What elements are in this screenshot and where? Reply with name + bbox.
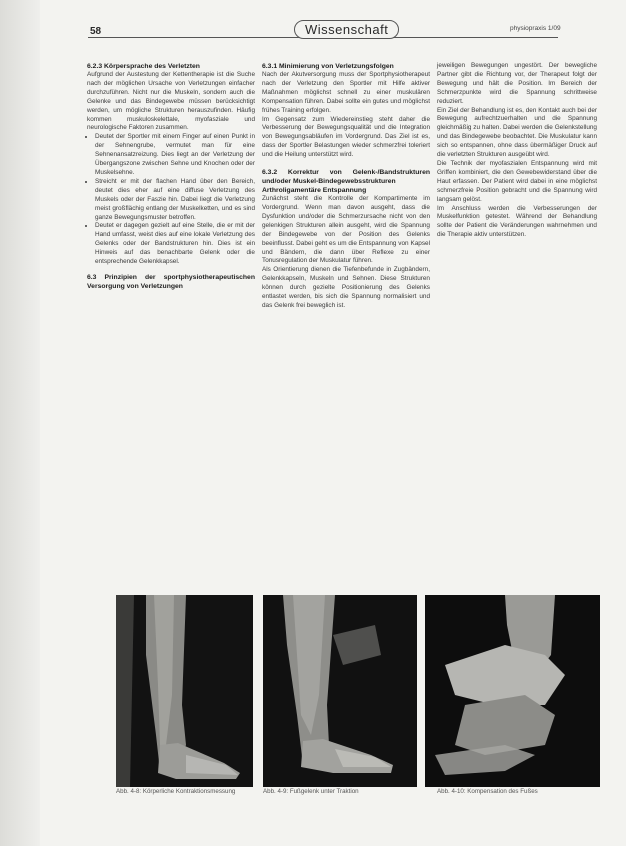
list-item: • Streicht er mit der flachen Hand über den Bereich, deutet dies eher auf eine diffuse Verletzung des Muskels oder der Faszie hin. Dabei liegt die Verletzung meist großflächig entlang der Muskelketten, und es sind ganze Bewegungsmuster betroffen.: [95, 178, 255, 223]
paragraph: Nach der Akutversorgung muss der Sportphysiotherapeut nach der Verletzung den Sportler mit Hilfe aktiver Maßnahmen möglichst schnell zu einer muskulären Kompensation führen. Dabei sollte ein gutes und möglichst frühes Training erfolgen.: [262, 71, 430, 114]
column-3: [437, 62, 597, 240]
paragraph: jeweiligen Bewegungen ungestört. Der bewegliche Partner gibt die Richtung vor, der Therapeut folgt der Bewegung und hält die Position. Im Bereich der Schmerzpunkte wird die Spannung schrittweise reduziert.: [437, 62, 597, 105]
page-number: 58: [90, 26, 102, 37]
journal-label: physiopraxis 1/09: [510, 25, 561, 32]
figure-caption: Abb. 4-8: Körperliche Kontraktionsmessung: [116, 788, 236, 795]
heading-6-3-2: 6.3.2 Korrektur von Gelenk-/Bandstrukturen und/oder Muskel-Bindegewebsstrukturen: [262, 169, 430, 186]
figure-photo-foot: [425, 595, 600, 787]
figure-photo-leg-2: [263, 595, 417, 787]
heading-6-2-3: 6.2.3 Körpersprache des Verletzten: [87, 63, 200, 70]
subheading: Arthroligamentäre Entspannung: [262, 187, 367, 195]
figure-caption: Abb. 4-9: Fußgelenk unter Traktion: [263, 788, 359, 795]
bullet-list: [87, 133, 255, 267]
paragraph: Im Anschluss werden die Verbesserungen der Muskelfunktion getestet. Während der Behandlung sollte der Patient die Veränderungen wahrnehmen und die Therapie aktiv unterstützen.: [437, 204, 597, 239]
page-fold-shadow: [0, 0, 40, 846]
figure-photo-leg-1: [116, 595, 253, 787]
paragraph: Im Gegensatz zum Wiedereinstieg steht daher die Verbesserung der Bewegungsqualität und die Integration von Bewegungsabläufen im Vordergrund. Das Ziel ist es, dass der Sportler Belastungen wieder schmerzfrei toleriert und die Heilung unterstützt wird.: [262, 115, 430, 159]
heading-6-3-1: 6.3.1 Minimierung von Verletzungsfolgen: [262, 63, 394, 70]
paragraph: Ein Ziel der Behandlung ist es, den Kontakt auch bei der Bewegung aufrechtzuerhalten und die Spannung gleichmäßig zu halten. Dabei werden die Gelenkstellung und das Bindegewebe beobachtet. Die Muskulatur kann sich so entspannen, ohne dass übermäßiger Druck auf die verletzten Strukturen ausgeübt wird.: [437, 106, 597, 159]
paragraph: Aufgrund der Austestung der Kettentherapie ist die Suche nach der möglichen Ursache von Verletzungen einfacher durchzuführen. Nicht nur die Muskeln, sondern auch die Gelenke und das Bindegewebe müssen berücksichtigt werden, um mögliche Strukturen herauszufinden. Häufig kommen muskuloskelettale, myofasziale und neurologische Faktoren zusammen.: [87, 71, 255, 132]
section-title: Wissenschaft: [294, 20, 399, 39]
paragraph: Zunächst steht die Kontrolle der Kompartimente im Vordergrund. Wenn man davon ausgeht, dass die Dysfunktion und/oder die Schmerzursache nicht von den gelenkigen Strukturen allein ausgeht, wird die Spannung der Bindegewebe von der Position des Gelenks beeinflusst. Dabei geht es um die Entspannung von Kapsel und Bändern, die dann über Reflexe zu einer Tonusregulation der Muskulatur führen.: [262, 195, 430, 265]
list-item: • Deutet er dagegen gezielt auf eine Stelle, die er mit der Hand umfasst, weist dies auf eine lokale Verletzung des Gelenks oder der Bandstrukturen hin. Dies ist ein Hinweis auf das benachbarte Gelenk oder die entsprechende Gelenkkapsel.: [95, 222, 255, 267]
figure-caption: Abb. 4-10: Kompensation des Fußes: [437, 788, 538, 795]
list-item: • Deutet der Sportler mit einem Finger auf einen Punkt in der Sehnengrube, vermutet man für eine Sehnenansatzreizung. Dies liegt an der Verletzung der Übergangszone zwischen Sehne und Knochen oder der Muskelsehne.: [95, 133, 255, 178]
column-1: [87, 62, 255, 291]
paragraph: Als Orientierung dienen die Tiefenbefunde in Zugbändern, Gelenkkapseln, Muskeln und Sehnen. Diese Strukturen können durch gezielte Positionierung des Gelenks entlastet werden, bis sich die Spannung normalisiert und das Gelenk frei beweglich ist.: [262, 266, 430, 309]
column-2: [262, 62, 430, 311]
heading-6-3: 6.3 Prinzipien der sportphysiotherapeutischen Versorgung von Verletzungen: [87, 273, 255, 290]
paragraph: Die Technik der myofaszialen Entspannung wird mit Griffen kombiniert, die den Gewebewiderstand über die Haut erfassen. Der Patient wird dabei in eine möglichst schmerzfreie Position gebracht und die Spannung wird langsam gelöst.: [437, 159, 597, 203]
